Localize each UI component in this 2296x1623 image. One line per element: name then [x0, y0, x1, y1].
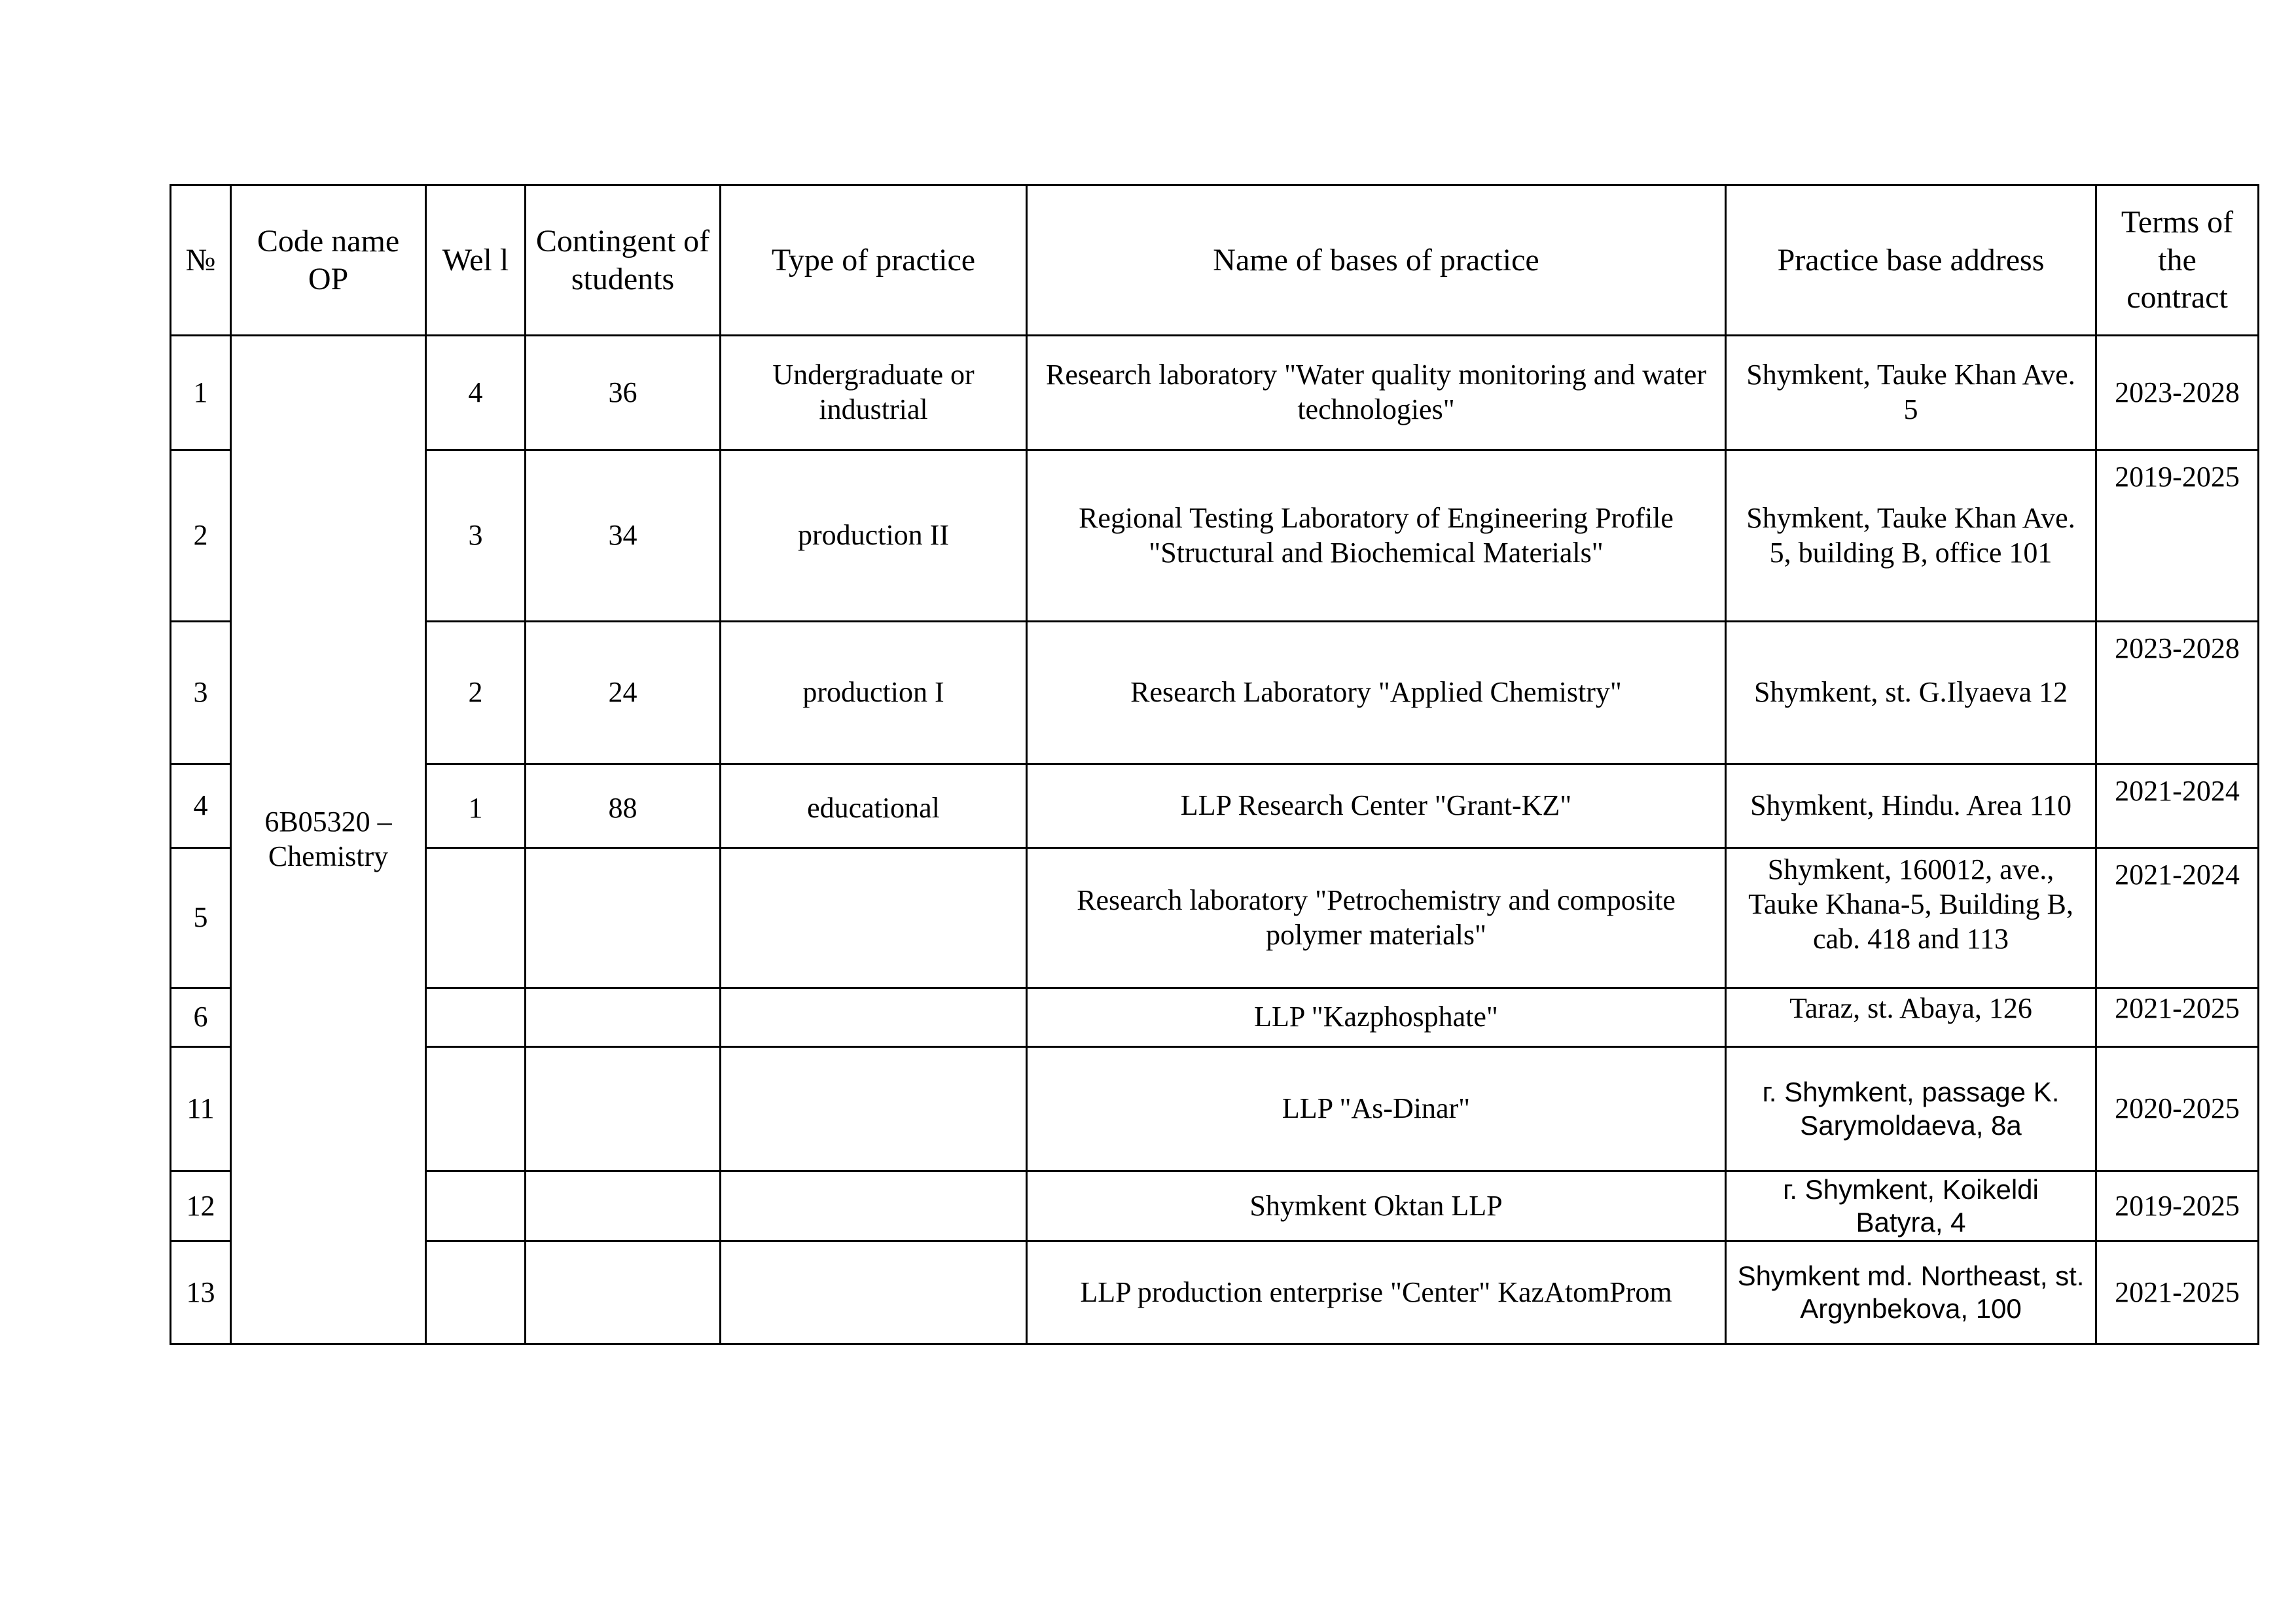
row-base: LLP "Kazphosphate" — [1027, 988, 1726, 1047]
row-type — [721, 988, 1027, 1047]
row-terms: 2023-2028 — [2096, 622, 2259, 764]
row-terms: 2021-2024 — [2096, 848, 2259, 988]
row-no: 1 — [171, 336, 231, 450]
row-no: 11 — [171, 1047, 231, 1171]
row-no: 4 — [171, 764, 231, 848]
table-row — [171, 450, 2259, 622]
table-row — [171, 1241, 2259, 1344]
row-base: LLP "As-Dinar" — [1027, 1047, 1726, 1171]
row-terms: 2021-2025 — [2096, 988, 2259, 1047]
row-type — [721, 1047, 1027, 1171]
header-row — [171, 185, 2259, 336]
row-terms: 2021-2024 — [2096, 764, 2259, 848]
row-base: Research laboratory "Petrochemistry and composite polymer materials" — [1027, 848, 1726, 988]
row-base: Shymkent Oktan LLP — [1027, 1171, 1726, 1241]
row-contingent — [526, 1047, 721, 1171]
row-type: Undergraduate or industrial — [721, 336, 1027, 450]
row-well — [426, 848, 526, 988]
row-address: Taraz, st. Abaya, 126 — [1726, 988, 2096, 1047]
row-no: 3 — [171, 622, 231, 764]
table-row — [171, 764, 2259, 848]
table-row — [171, 988, 2259, 1047]
row-terms: 2019-2025 — [2096, 450, 2259, 622]
row-no: 5 — [171, 848, 231, 988]
table-row — [171, 1047, 2259, 1171]
row-type — [721, 1171, 1027, 1241]
row-well: 1 — [426, 764, 526, 848]
row-address: Shymkent, Hindu. Area 110 — [1726, 764, 2096, 848]
header-well: Wel l — [426, 185, 526, 336]
table-row — [171, 622, 2259, 764]
row-well — [426, 1047, 526, 1171]
header-no: № — [171, 185, 231, 336]
row-no: 13 — [171, 1241, 231, 1344]
row-terms: 2021-2025 — [2096, 1241, 2259, 1344]
row-well: 3 — [426, 450, 526, 622]
row-contingent — [526, 1171, 721, 1241]
row-contingent: 34 — [526, 450, 721, 622]
row-terms: 2023-2028 — [2096, 336, 2259, 450]
row-type: production II — [721, 450, 1027, 622]
row-no: 2 — [171, 450, 231, 622]
row-type — [721, 1241, 1027, 1344]
row-well: 4 — [426, 336, 526, 450]
row-address: Shymkent, st. G.Ilyaeva 12 — [1726, 622, 2096, 764]
table-row — [171, 848, 2259, 988]
row-well: 2 — [426, 622, 526, 764]
row-base: LLP production enterprise "Center" KazAtomProm — [1027, 1241, 1726, 1344]
table-row — [171, 336, 2259, 450]
row-type: educational — [721, 764, 1027, 848]
practice-bases-table — [170, 184, 2259, 1345]
row-contingent: 24 — [526, 622, 721, 764]
code-name-cell: 6B05320 – Chemistry — [231, 336, 426, 1344]
row-contingent — [526, 848, 721, 988]
header-address: Practice base address — [1726, 185, 2096, 336]
row-address: Shymkent md. Northeast, st. Argynbekova, 100 — [1726, 1241, 2096, 1344]
row-address: г. Shymkent, Koikeldi Batyra, 4 — [1726, 1171, 2096, 1241]
row-terms: 2019-2025 — [2096, 1171, 2259, 1241]
row-base: Research laboratory "Water quality monitoring and water technologies" — [1027, 336, 1726, 450]
row-address: Shymkent, Tauke Khan Ave. 5 — [1726, 336, 2096, 450]
row-contingent — [526, 988, 721, 1047]
row-type: production I — [721, 622, 1027, 764]
row-terms: 2020-2025 — [2096, 1047, 2259, 1171]
row-no: 12 — [171, 1171, 231, 1241]
header-contingent: Contingent of students — [526, 185, 721, 336]
row-well — [426, 1241, 526, 1344]
table-row — [171, 1171, 2259, 1241]
row-contingent: 36 — [526, 336, 721, 450]
row-contingent: 88 — [526, 764, 721, 848]
row-address: г. Shymkent, passage K. Sarymoldaeva, 8a — [1726, 1047, 2096, 1171]
row-contingent — [526, 1241, 721, 1344]
header-base-name: Name of bases of practice — [1027, 185, 1726, 336]
row-no: 6 — [171, 988, 231, 1047]
row-well — [426, 1171, 526, 1241]
row-well — [426, 988, 526, 1047]
row-type — [721, 848, 1027, 988]
row-base: LLP Research Center "Grant-KZ" — [1027, 764, 1726, 848]
row-address: Shymkent, Tauke Khan Ave. 5, building B, office 101 — [1726, 450, 2096, 622]
header-code-name: Code name OP — [231, 185, 426, 336]
header-terms: Terms of the contract — [2096, 185, 2259, 336]
row-address: Shymkent, 160012, ave., Tauke Khana-5, Building B, cab. 418 and 113 — [1726, 848, 2096, 988]
row-base: Research Laboratory "Applied Chemistry" — [1027, 622, 1726, 764]
row-base: Regional Testing Laboratory of Engineering Profile "Structural and Biochemical Materials" — [1027, 450, 1726, 622]
header-type: Type of practice — [721, 185, 1027, 336]
